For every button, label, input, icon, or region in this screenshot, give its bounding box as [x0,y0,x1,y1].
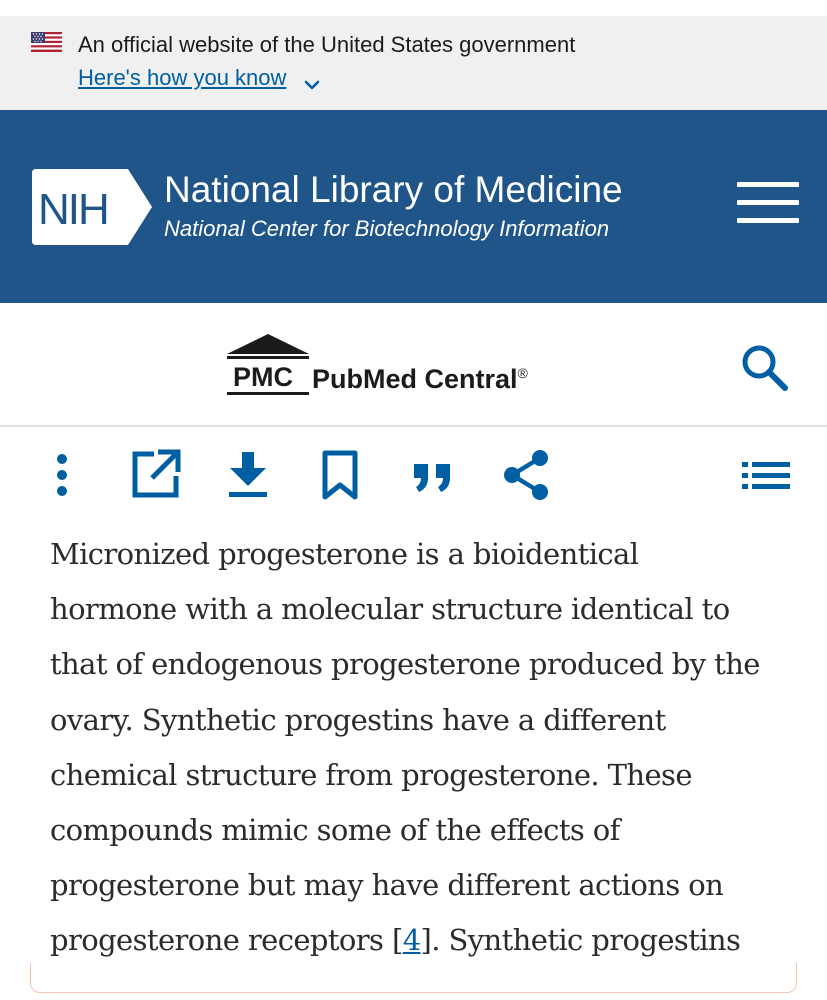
table-of-contents-icon[interactable] [741,448,791,502]
search-icon[interactable] [740,343,790,391]
article-line: Micronized progesterone is a bioidentical [50,537,639,571]
cite-quote-icon[interactable] [410,448,456,502]
registered-mark: ® [517,365,528,381]
heres-how-you-know-link[interactable]: Here's how you know [78,65,287,90]
article-text-segment: ]. Synthetic progestins [420,923,741,958]
site-subtitle: National Center for Biotechnology Information [164,216,610,241]
site-title[interactable]: National Library of Medicine [164,169,623,210]
download-icon[interactable] [226,448,270,502]
bottom-card-edge [30,963,797,993]
chevron-down-icon[interactable] [304,79,320,91]
open-external-icon[interactable] [128,448,182,502]
nlm-header [0,110,827,303]
nih-logo[interactable] [30,167,155,247]
article-line: chemical structure from progesterone. These [50,757,692,792]
pmc-logo[interactable] [227,334,309,398]
menu-hamburger-icon[interactable] [737,182,799,226]
more-vertical-icon[interactable] [50,448,74,502]
article-line: compounds mimic some of the effects of [50,813,620,848]
article-line: ovary. Synthetic progestins have a different [50,702,666,737]
article-toolbar [0,430,827,520]
article-body [50,527,790,969]
reference-link[interactable]: 4 [402,923,421,958]
nih-logo-text: NIH [38,185,108,234]
bookmark-icon[interactable] [318,448,362,502]
pmc-name: PubMed Central [312,364,518,394]
article-text-segment: progesterone receptors [ [50,923,403,958]
article-line: that of endogenous progesterone produced by the [50,647,760,682]
pmc-bar [0,303,827,427]
share-icon[interactable] [500,448,552,502]
pmc-logo-text: PMC [233,362,293,392]
article-line [50,913,790,968]
gov-banner-text: An official website of the United States government [78,32,576,57]
article-line: hormone with a molecular structure identical to [50,592,730,627]
pmc-title[interactable] [312,357,528,395]
us-flag-icon [31,32,62,52]
gov-banner [0,16,827,110]
article-line: progesterone but may have different actions on [50,868,724,903]
